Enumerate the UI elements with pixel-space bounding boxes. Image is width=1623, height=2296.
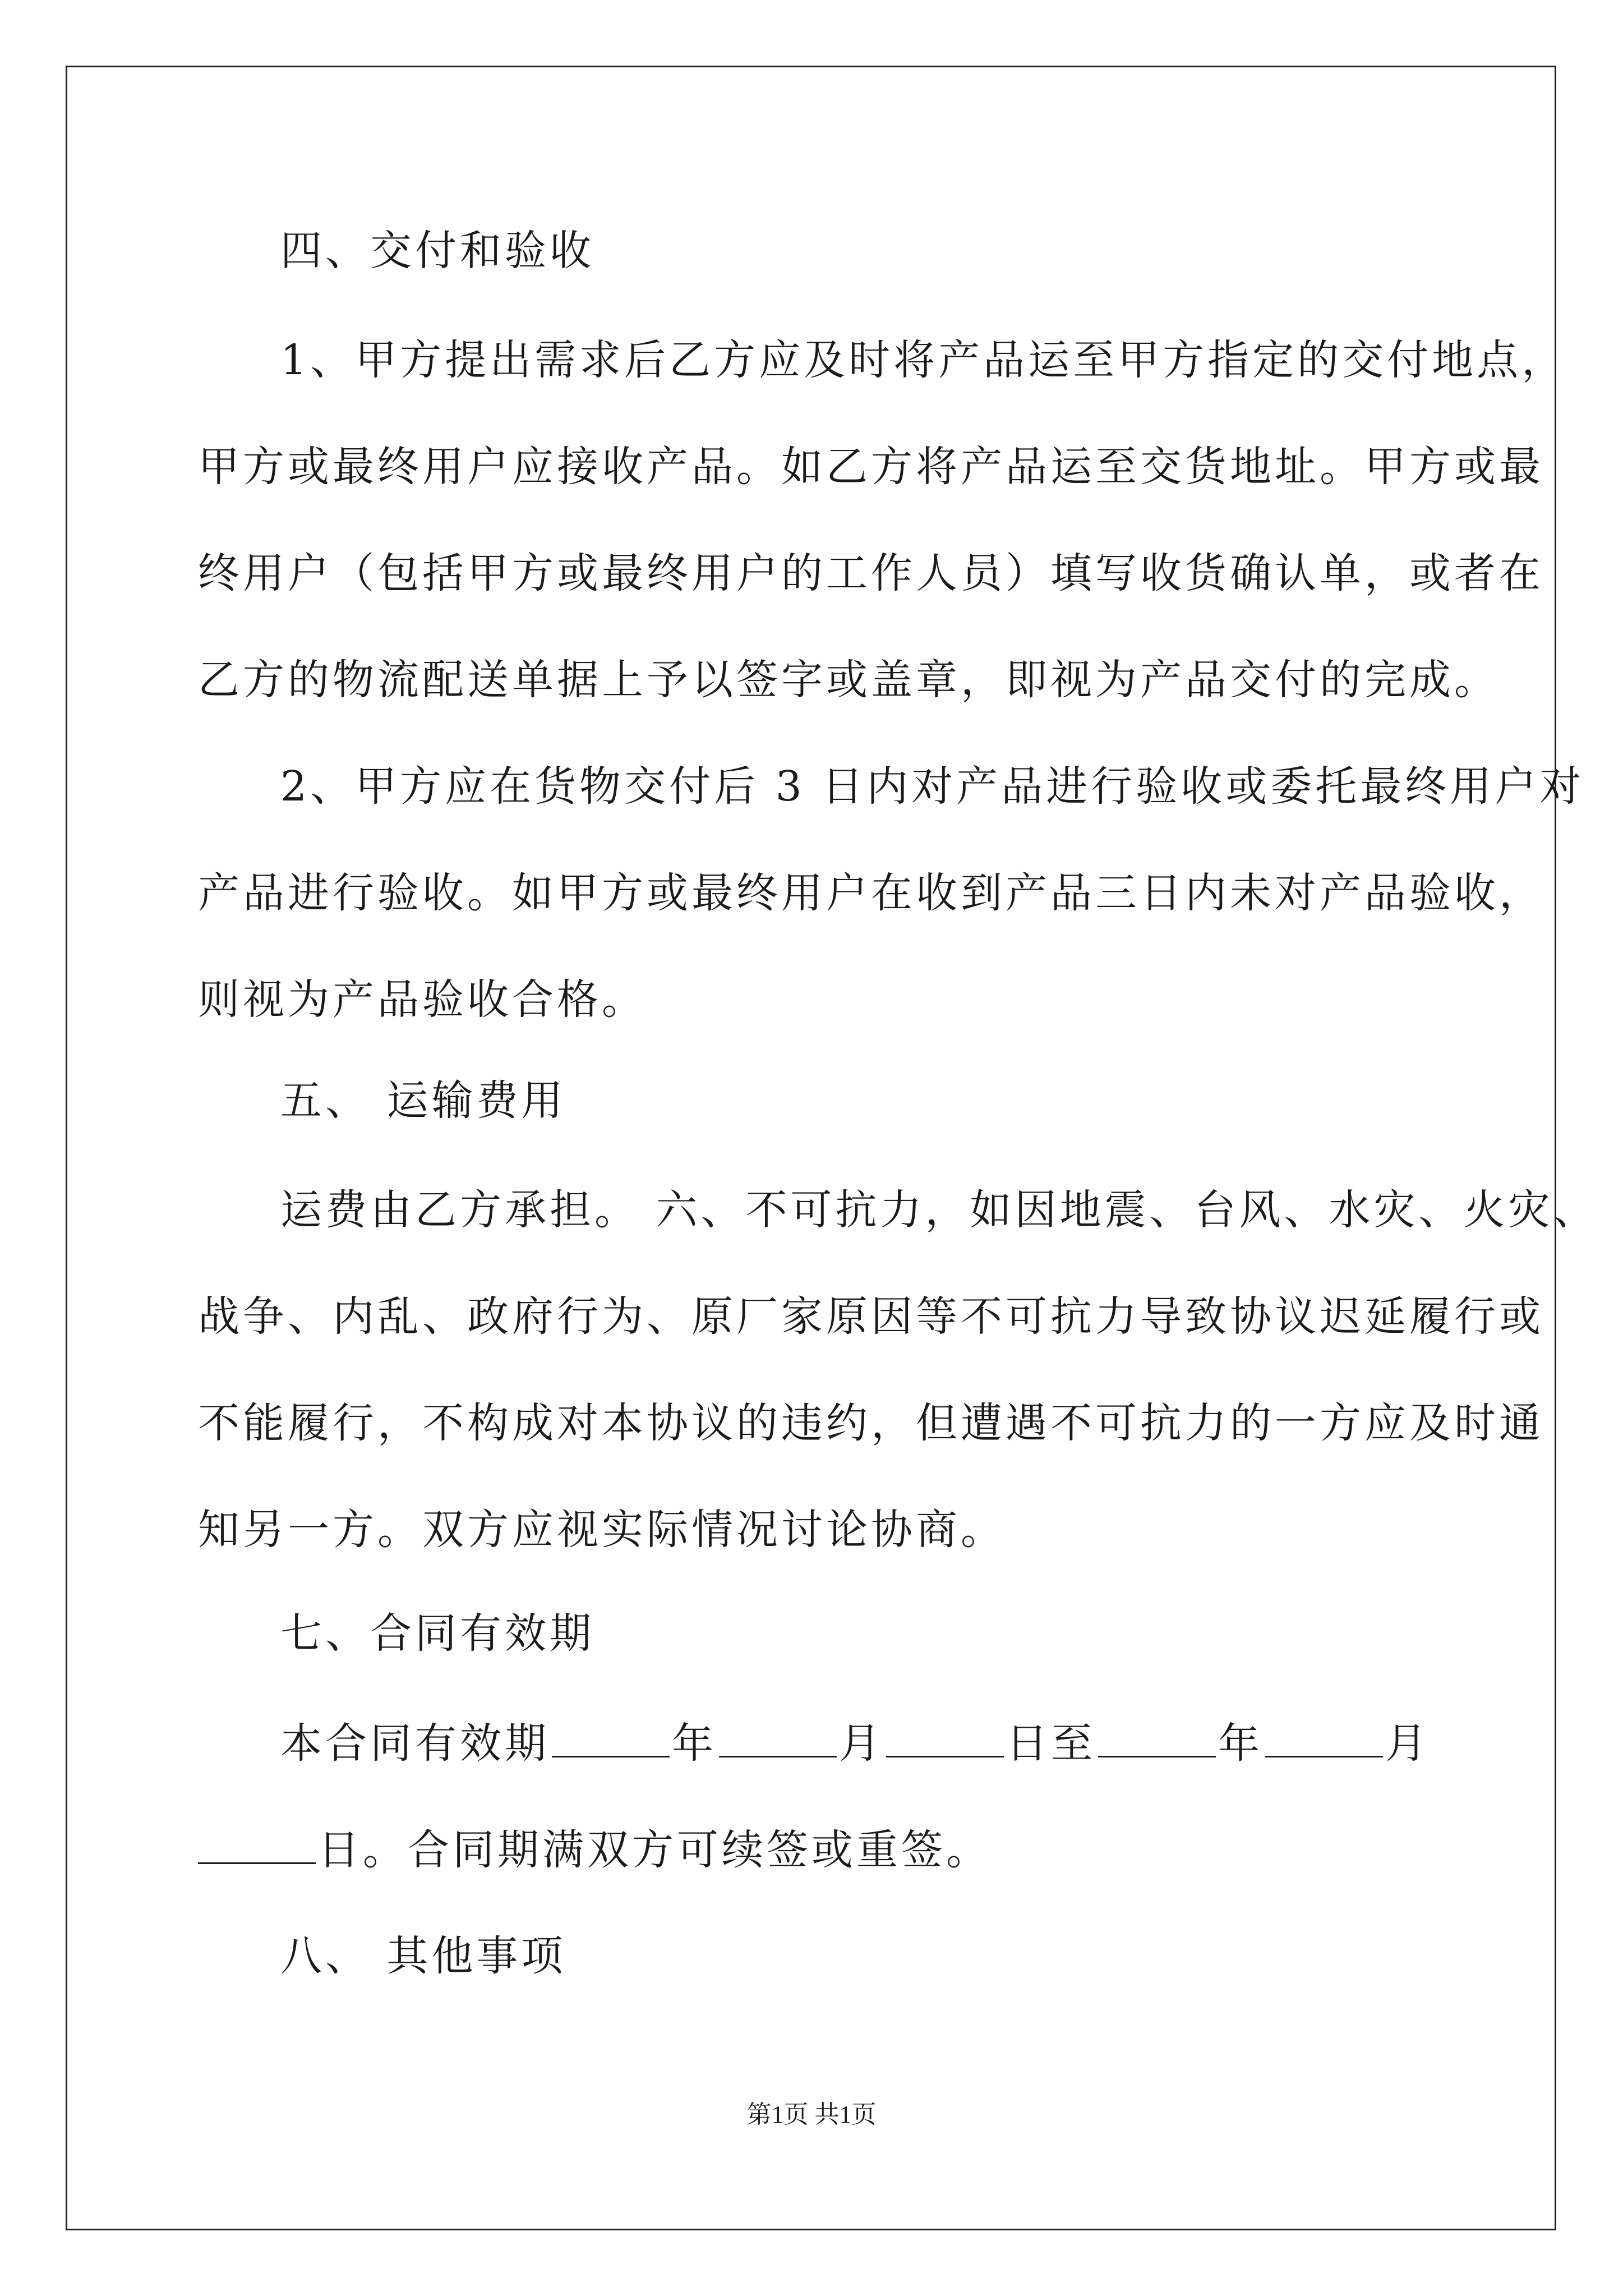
section-5-heading: 五、 运输费用 [280,1076,566,1125]
section-7-paragraph-line-1 [280,1719,1430,1768]
day-to-label: 日至 [1006,1719,1096,1768]
blank-start-year [552,1722,670,1757]
validity-suffix: 日。合同期满双方可续签或重签。 [318,1826,991,1874]
section-4-paragraph-1-line-4: 乙方的物流配送单据上予以签字或盖章，即视为产品交付的完成。 [198,656,1499,704]
blank-end-year [1098,1722,1216,1757]
section-5-paragraph-line-1: 运费由乙方承担。 六、不可抗力，如因地震、台风、水灾、火灾、 [280,1186,1598,1234]
page-number-footer: 第1页 共1页 [746,2101,877,2128]
year-label-2: 年 [1218,1719,1263,1768]
section-4-heading: 四、交付和验收 [280,227,594,275]
section-8-heading: 八、 其他事项 [280,1932,566,1980]
blank-end-day [198,1829,316,1864]
month-label: 月 [839,1719,884,1768]
validity-prefix: 本合同有效期 [280,1719,550,1768]
section-4-paragraph-1-line-2: 甲方或最终用户应接收产品。如乙方将产品运至交货地址。甲方或最 [198,443,1544,491]
section-4-paragraph-1-line-3: 终用户（包括甲方或最终用户的工作人员）填写收货确认单，或者在 [198,549,1544,597]
month-label-2: 月 [1385,1719,1430,1768]
year-label: 年 [672,1719,717,1768]
section-4-paragraph-2-line-2: 产品进行验收。如甲方或最终用户在收到产品三日内未对产品验收， [198,869,1544,917]
section-5-paragraph-line-4: 知另一方。双方应视实际情况讨论协商。 [198,1506,1006,1554]
blank-end-month [1265,1722,1383,1757]
section-4-paragraph-2-line-1: 2、甲方应在货物交付后 3 日内对产品进行验收或委托最终用户对 [280,762,1585,811]
section-5-paragraph-line-3: 不能履行，不构成对本协议的违约，但遭遇不可抗力的一方应及时通 [198,1399,1544,1447]
blank-start-month [719,1722,837,1757]
page-border [66,66,1556,2230]
section-4-paragraph-2-line-3: 则视为产品验收合格。 [198,976,647,1024]
section-4-paragraph-1-line-1: 1、甲方提出需求后乙方应及时将产品运至甲方指定的交付地点， [280,336,1567,384]
section-5-paragraph-line-2: 战争、内乱、政府行为、原厂家原因等不可抗力导致协议迟延履行或 [198,1292,1544,1341]
section-7-heading: 七、合同有效期 [280,1609,594,1658]
blank-start-day [886,1722,1004,1757]
section-7-paragraph-line-2 [198,1826,991,1874]
